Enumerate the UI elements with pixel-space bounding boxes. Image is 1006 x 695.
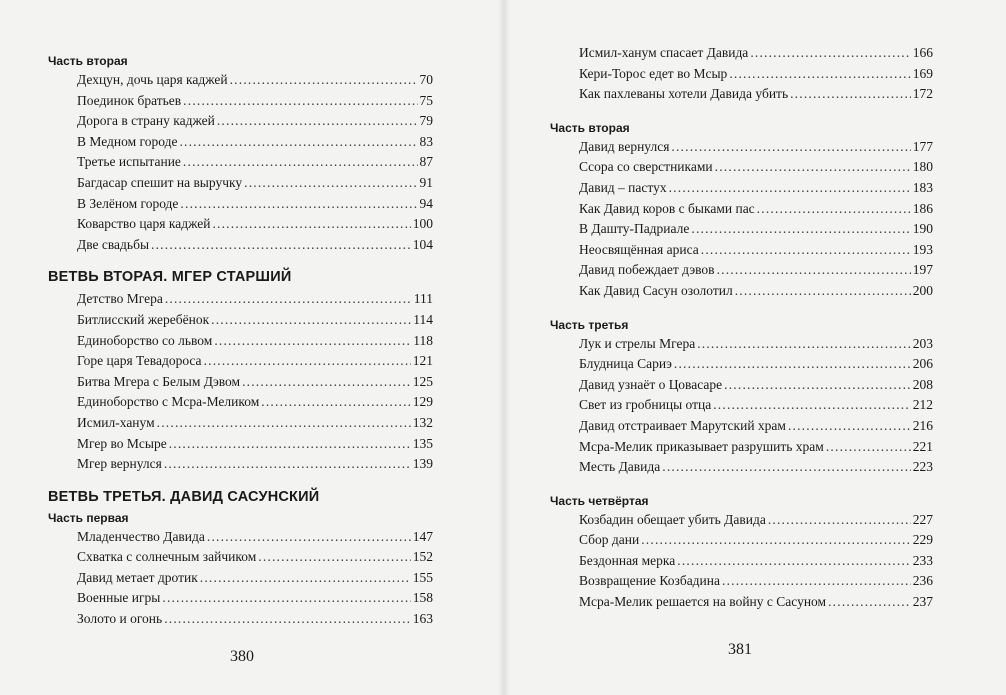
toc-entry — [550, 530, 933, 551]
toc-entry-title: Давид метает дротик — [77, 569, 198, 585]
toc-entry — [48, 111, 433, 132]
toc-leader-dots — [183, 152, 418, 173]
toc-leader-dots — [828, 592, 911, 613]
toc-leader-dots — [165, 289, 412, 310]
toc-entry-title: Схватка с солнечным зайчиком — [77, 549, 257, 565]
toc-entry-page: 75 — [419, 92, 433, 108]
toc-leader-dots — [164, 609, 411, 630]
toc-leader-dots — [671, 137, 910, 158]
toc-entry-title: Единоборство с Мсра-Меликом — [77, 394, 260, 410]
toc-leader-dots — [157, 413, 411, 434]
toc-entry-page: 104 — [412, 236, 433, 252]
toc-entry — [48, 235, 433, 256]
toc-entry — [48, 70, 433, 91]
toc-entry — [550, 416, 933, 437]
toc-entry-page: 163 — [412, 611, 433, 627]
toc-entry — [48, 194, 433, 215]
toc-leader-dots — [674, 354, 911, 375]
toc-leader-dots — [242, 372, 411, 393]
toc-leader-dots — [200, 568, 411, 589]
toc-entry-page: 155 — [412, 569, 433, 585]
toc-list — [550, 137, 933, 302]
toc-entry-page: 91 — [419, 174, 433, 190]
toc-entry-title: Мсра-Мелик решается на войну с Сасуном — [579, 594, 827, 610]
toc-entry-page: 166 — [912, 45, 933, 60]
toc-leader-dots — [180, 194, 417, 215]
toc-leader-dots — [212, 214, 410, 235]
toc-entry-page: 183 — [912, 179, 933, 195]
branch-title: ВЕТВЬ ВТОРАЯ. МГЕР СТАРШИЙ — [48, 269, 292, 286]
toc-entry — [48, 588, 433, 609]
toc-leader-dots — [669, 178, 911, 199]
toc-entry — [48, 527, 433, 548]
toc-entry-title: В Зелёном городе — [77, 195, 179, 211]
toc-list — [550, 510, 933, 613]
toc-leader-dots — [217, 111, 418, 132]
page-number: 380 — [230, 648, 254, 665]
toc-leader-dots — [230, 70, 418, 91]
toc-entry — [48, 310, 433, 331]
toc-entry-page: 94 — [419, 195, 433, 211]
toc-entry-title: Золото и огонь — [77, 611, 163, 627]
toc-entry-title: Единоборство со львом — [77, 332, 213, 348]
toc-entry-page: 200 — [912, 282, 933, 298]
toc-entry-title: Мсра-Мелик приказывает разрушить храм — [579, 438, 824, 454]
toc-entry-title: Возвращение Козбадина — [579, 573, 720, 589]
toc-entry-page: 208 — [912, 376, 933, 392]
toc-entry — [550, 592, 933, 613]
toc-entry — [48, 152, 433, 173]
toc-entry — [48, 214, 433, 235]
toc-entry-title: Неосвящённая ариса — [579, 241, 699, 257]
toc-entry — [48, 454, 433, 475]
toc-leader-dots — [214, 331, 411, 352]
toc-entry-title: Исмил-ханум спасает Давида — [579, 45, 749, 60]
toc-entry-title: Блудница Сариэ — [579, 356, 672, 372]
toc-leader-dots — [717, 260, 911, 281]
toc-entry-page: 70 — [419, 72, 433, 87]
toc-entry-page: 190 — [912, 221, 933, 237]
toc-entry-title: Как пахлеваны хотели Давида убить — [579, 86, 789, 102]
toc-leader-dots — [164, 454, 411, 475]
toc-entry-page: 158 — [412, 590, 433, 606]
toc-entry-page: 152 — [412, 549, 433, 565]
toc-entry-title: Горе царя Тевадороса — [77, 353, 202, 369]
toc-entry — [48, 372, 433, 393]
toc-entry-page: 83 — [419, 133, 433, 149]
toc-leader-dots — [662, 457, 911, 478]
toc-entry-page: 227 — [912, 511, 933, 527]
toc-entry — [48, 331, 433, 352]
toc-leader-dots — [677, 551, 910, 572]
toc-list — [48, 289, 433, 474]
toc-entry-title: Козбадин обещает убить Давида — [579, 511, 766, 527]
toc-entry — [48, 434, 433, 455]
toc-entry-page: 111 — [413, 291, 433, 307]
toc-entry — [550, 157, 933, 178]
toc-entry-title: Ссора со сверстниками — [579, 159, 713, 175]
section-title: Часть вторая — [550, 120, 630, 135]
toc-entry-title: Младенчество Давида — [77, 528, 205, 544]
toc-leader-dots — [729, 64, 910, 85]
toc-entry-title: Месть Давида — [579, 459, 661, 475]
toc-leader-dots — [258, 547, 411, 568]
toc-entry-page: 212 — [912, 397, 933, 413]
toc-list — [550, 43, 933, 105]
toc-entry-page: 186 — [912, 200, 933, 216]
toc-entry — [550, 281, 933, 302]
toc-entry-title: Битлисский жеребёнок — [77, 311, 210, 327]
toc-leader-dots — [183, 91, 417, 112]
toc-entry — [550, 437, 933, 458]
toc-leader-dots — [715, 157, 911, 178]
toc-leader-dots — [261, 392, 410, 413]
toc-leader-dots — [757, 199, 911, 220]
toc-entry-page: 121 — [412, 353, 433, 369]
toc-entry — [550, 260, 933, 281]
toc-leader-dots — [207, 527, 411, 548]
toc-entry-title: Поединок братьев — [77, 92, 182, 108]
toc-entry — [48, 289, 433, 310]
page-number: 381 — [728, 641, 752, 658]
toc-entry-title: Военные игры — [77, 590, 161, 606]
toc-leader-dots — [724, 375, 911, 396]
toc-entry-title: Две свадьбы — [77, 236, 150, 252]
toc-entry-title: Мгер вернулся — [77, 456, 162, 472]
toc-entry — [48, 392, 433, 413]
section-title: Часть четвёртая — [550, 493, 649, 508]
toc-entry — [48, 413, 433, 434]
toc-entry — [550, 199, 933, 220]
toc-entry-title: Как Давид коров с быками пас — [579, 200, 755, 216]
toc-entry-title: Как Давид Сасун озолотил — [579, 282, 733, 298]
toc-entry-page: 79 — [419, 113, 433, 129]
toc-entry-title: Дехцун, дочь царя каджей — [77, 72, 228, 87]
toc-entry-page: 147 — [412, 528, 433, 544]
toc-entry-page: 197 — [912, 262, 933, 278]
toc-entry-page: 221 — [912, 438, 933, 454]
toc-entry — [550, 240, 933, 261]
toc-leader-dots — [697, 334, 911, 355]
toc-entry-title: Давид отстраивает Марутский храм — [579, 417, 786, 433]
toc-leader-dots — [735, 281, 911, 302]
toc-entry — [550, 457, 933, 478]
section-title: Часть первая — [48, 510, 129, 525]
toc-entry-page: 118 — [413, 332, 433, 348]
toc-entry — [550, 354, 933, 375]
toc-entry — [550, 64, 933, 85]
toc-leader-dots — [169, 434, 411, 455]
toc-leader-dots — [788, 416, 911, 437]
toc-leader-dots — [162, 588, 410, 609]
toc-entry-page: 237 — [912, 594, 933, 610]
toc-leader-dots — [211, 310, 411, 331]
toc-entry-title: Детство Мгера — [77, 291, 163, 307]
toc-entry — [48, 91, 433, 112]
toc-entry — [550, 219, 933, 240]
toc-entry — [48, 609, 433, 630]
toc-entry-title: Бездонная мерка — [579, 552, 676, 568]
toc-entry-title: Давид – пастух — [579, 179, 667, 195]
toc-list — [48, 70, 433, 255]
toc-entry-page: 87 — [419, 154, 433, 170]
toc-entry — [550, 551, 933, 572]
toc-entry-title: Битва Мгера с Белым Дэвом — [77, 373, 241, 389]
toc-entry-title: Давид побеждает дэвов — [579, 262, 715, 278]
right-toc — [550, 43, 933, 613]
toc-entry-title: Багдасар спешит на выручку — [77, 174, 243, 190]
left-toc — [48, 52, 433, 630]
toc-entry-page: 206 — [912, 356, 933, 372]
toc-entry-page: 114 — [413, 311, 433, 327]
toc-leader-dots — [151, 235, 411, 256]
toc-entry — [550, 395, 933, 416]
toc-entry — [48, 568, 433, 589]
toc-entry-page: 203 — [912, 335, 933, 351]
toc-entry — [48, 351, 433, 372]
toc-entry-page: 180 — [912, 159, 933, 175]
toc-entry-page: 100 — [412, 216, 433, 232]
toc-leader-dots — [768, 510, 911, 531]
toc-entry — [550, 375, 933, 396]
toc-entry — [550, 571, 933, 592]
toc-entry — [48, 547, 433, 568]
toc-entry-page: 139 — [412, 456, 433, 472]
toc-entry — [550, 137, 933, 158]
toc-entry-page: 216 — [912, 417, 933, 433]
toc-entry-title: Третье испытание — [77, 154, 181, 170]
right-page — [503, 0, 1006, 695]
toc-leader-dots — [826, 437, 911, 458]
toc-leader-dots — [179, 132, 417, 153]
toc-leader-dots — [750, 43, 910, 64]
toc-entry-page: 193 — [912, 241, 933, 257]
toc-entry-title: Мгер во Мсыре — [77, 435, 167, 451]
toc-entry-page: 177 — [912, 138, 933, 154]
toc-entry — [48, 132, 433, 153]
toc-entry-page: 229 — [912, 532, 933, 548]
section-title: Часть вторая — [48, 54, 128, 68]
toc-leader-dots — [701, 240, 911, 261]
toc-entry-page: 169 — [912, 65, 933, 81]
toc-entry-title: Кери-Торос едет во Мсыр — [579, 65, 728, 81]
toc-entry-page: 233 — [912, 552, 933, 568]
branch-title: ВЕТВЬ ТРЕТЬЯ. ДАВИД САСУНСКИЙ — [48, 488, 320, 505]
toc-entry-title: Исмил-ханум — [77, 414, 155, 430]
toc-list — [48, 527, 433, 630]
toc-entry — [550, 510, 933, 531]
toc-entry-page: 125 — [412, 373, 433, 389]
toc-entry — [550, 178, 933, 199]
toc-entry-title: Сбор дани — [579, 532, 640, 548]
section-title: Часть третья — [550, 317, 629, 332]
toc-entry — [550, 43, 933, 64]
toc-entry-page: 129 — [412, 394, 433, 410]
toc-leader-dots — [790, 84, 911, 105]
toc-entry-title: В Дашту-Падриале — [579, 221, 690, 237]
toc-entry-title: Давид вернулся — [579, 138, 670, 154]
toc-leader-dots — [641, 530, 911, 551]
toc-entry-title: Дорога в страну каджей — [77, 113, 215, 129]
toc-entry-title: Лук и стрелы Мгера — [579, 335, 696, 351]
toc-entry-title: Свет из гробницы отца — [579, 397, 712, 413]
toc-leader-dots — [204, 351, 411, 372]
toc-entry-page: 132 — [412, 414, 433, 430]
toc-entry-page: 135 — [412, 435, 433, 451]
toc-entry-title: В Медном городе — [77, 133, 178, 149]
toc-list — [550, 334, 933, 478]
toc-leader-dots — [722, 571, 911, 592]
toc-entry-page: 172 — [912, 86, 933, 102]
toc-leader-dots — [713, 395, 911, 416]
toc-entry-page: 223 — [912, 459, 933, 475]
toc-leader-dots — [691, 219, 910, 240]
toc-entry — [550, 84, 933, 105]
toc-entry-title: Давид узнаёт о Цовасаре — [579, 376, 723, 392]
toc-entry — [550, 334, 933, 355]
toc-entry — [48, 173, 433, 194]
toc-entry-page: 236 — [912, 573, 933, 589]
toc-leader-dots — [244, 173, 417, 194]
toc-entry-title: Коварство царя каджей — [77, 216, 211, 232]
